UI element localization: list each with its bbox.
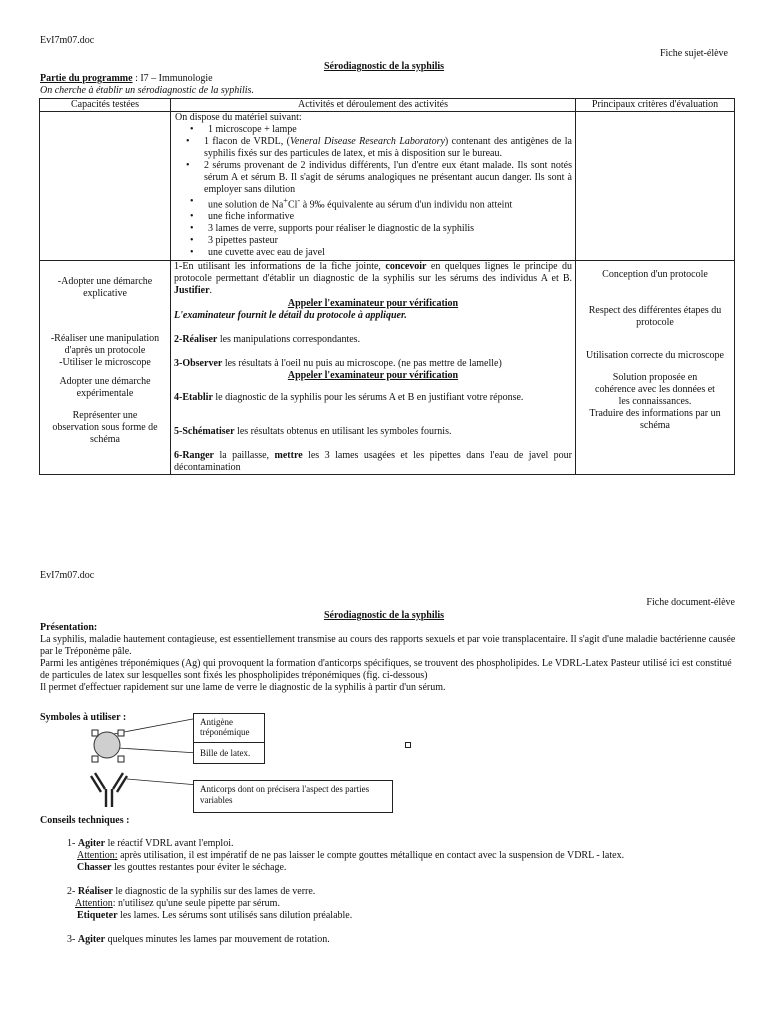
conseil-2 (67, 886, 740, 898)
conseil-1-attention (77, 850, 740, 862)
latex-label-box (193, 742, 265, 764)
empty-cell (576, 112, 735, 261)
empty-cell (40, 112, 171, 261)
attention-text-2: : n'utilisez qu'une seule pipette par sérum. (112, 898, 280, 909)
activity-1-dot: . (209, 285, 213, 297)
activity-6-verb: 6-Ranger (174, 450, 214, 462)
activity-1-text: En utilisant les informations de la fiche jointe, (182, 261, 386, 273)
file-name-2: EvI7m07.doc (40, 570, 95, 581)
activity-6-verb-2: mettre (274, 450, 303, 462)
antigen-marker (92, 756, 98, 762)
evaluation-table (39, 98, 735, 475)
list-item: • une cuvette avec eau de javel (190, 247, 572, 259)
conseil-1-text: le réactif VDRL avant l'emploi. (105, 838, 234, 849)
table-header-row (40, 99, 735, 112)
presentation-paragraph: Il permet d'effectuer rapidement sur une lame de verre le diagnostic de la syphilis à partir d'un sérum. (40, 682, 446, 693)
activity-1-justifier: Justifier (174, 285, 210, 297)
antigen-marker (92, 730, 98, 736)
symbols-label: Symboles à utiliser : (40, 712, 127, 723)
header-activities: Activités et déroulement des activités (171, 99, 576, 112)
file-name: EvI7m07.doc (40, 35, 95, 46)
presentation-label: Présentation: (40, 622, 98, 633)
attention-label: Attention: (77, 850, 118, 861)
conseil-3 (67, 934, 740, 946)
nacl-cl: Cl (287, 199, 298, 211)
stray-square-icon (405, 742, 411, 748)
activity-2-verb: 2-Réaliser (174, 334, 218, 346)
page-title-2: Sérodiagnostic de la syphilis (323, 610, 445, 621)
conseil-3-num: 3- (67, 934, 78, 945)
etiqueter-text: les lames. Les sérums sont utilisés sans dilution préalable. (117, 910, 353, 921)
vdrl-prefix: 1 flacon de VRDL, ( (204, 136, 291, 147)
conseil-2-num: 2- (67, 886, 78, 897)
header-criteria: Principaux critères d'évaluation (576, 99, 735, 112)
activity-4 (174, 392, 572, 404)
activity-1 (174, 261, 572, 297)
conseil-2-text: le diagnostic de la syphilis sur des lames de verre. (112, 886, 316, 897)
antigen-label: Antigène tréponémique (200, 717, 250, 738)
fiche-label-2: Fiche document-élève (646, 597, 735, 608)
activity-6-text-2: les 3 lames usagées et les pipettes dans l'eau de javel pour décontamination (174, 450, 573, 474)
conseil-1-verb: Agiter (77, 838, 106, 849)
etiqueter-verb: Etiqueter (77, 910, 118, 921)
activity-5-verb: 5-Schématiser (174, 426, 235, 438)
conseil-3-text: quelques minutes les lames par mouvement de rotation. (105, 934, 330, 945)
header-capacities: Capacités testées (40, 99, 171, 112)
page-title: Sérodiagnostic de la syphilis (323, 61, 445, 72)
conseil-1 (67, 838, 740, 850)
capacity-item: -Utiliser le microscope (59, 357, 151, 369)
activity-2-text: les manipulations correspondantes. (217, 334, 361, 346)
list-item: • 2 sérums provenant de 2 individus différents, l'un d'entre eux étant malade. Ils sont notés sérum A et sérum B. Il s'agit de sérums analogiques ne présentant aucun danger. Ils sont à employer sans dilution (186, 160, 572, 196)
fiche-label: Fiche sujet-élève (659, 48, 728, 59)
capacity-item: -Adopter une démarche explicative (57, 276, 153, 300)
criterion-item: Utilisation correcte du microscope (585, 350, 724, 362)
antigen-marker (118, 730, 124, 736)
activity-1-verb: concevoir (385, 261, 427, 273)
conseil-1-num: 1- (67, 838, 78, 849)
activity-3 (174, 358, 572, 370)
conseil-3-verb: Agiter (77, 934, 106, 945)
nacl-minus: - (297, 196, 301, 205)
antibody-label-2: variables (200, 794, 233, 805)
chasser-text: les gouttes restantes pour éviter le séchage. (111, 862, 287, 873)
antigen-marker (118, 756, 124, 762)
appeler-examinateur-2: Appeler l'examinateur pour vérification (287, 370, 459, 382)
capacities-cell (40, 261, 171, 475)
appeler-examinateur-1: Appeler l'examinateur pour vérification (287, 298, 459, 310)
presentation-paragraph: Parmi les antigènes tréponémiques (Ag) qui provoquent la formation d'anticorps spécifiques, se trouvent des phospholipides. Le VDRL-Latex Pasteur utilisé ici est constitué de particules de latex sur lesquelles sont fixés les phospholipides tréponémiques (fig. ci-dessous) (40, 658, 732, 681)
presentation-section (40, 622, 740, 694)
activity-2 (174, 334, 572, 346)
list-item (186, 136, 572, 160)
antibody-icon (91, 773, 127, 807)
vdrl-rest: ) contenant des antigènes de la syphilis fixés sur des particules de latex, et mis à disposition sur le bureau. (204, 136, 572, 159)
conseil-1-chasser (77, 862, 740, 874)
list-item: • 1 microscope + lampe (190, 124, 572, 136)
conseil-2-verb: Réaliser (77, 886, 113, 897)
conseil-2-etiqueter (77, 910, 740, 922)
activity-1-num: 1- (174, 261, 183, 273)
activity-3-text: les résultats à l'oeil nu puis au microscope. (ne pas mettre de lamelle) (222, 358, 502, 370)
criterion-item: Solution proposée en cohérence avec les données et les connaissances. (595, 372, 715, 408)
activity-4-verb: 4-Etablir (174, 392, 213, 404)
antibody-label-box (193, 780, 393, 813)
activity-3-verb: 3-Observer (174, 358, 223, 370)
conseils-section (40, 815, 740, 946)
activity-4-text: le diagnostic de la syphilis pour les sérums A et B en justifiant votre réponse. (212, 392, 524, 404)
material-intro: On dispose du matériel suivant: (175, 112, 302, 123)
antibody-label: Anticorps dont on précisera l'aspect des parties (200, 784, 370, 794)
activity-5 (174, 426, 572, 438)
programme-label: Partie du programme (40, 73, 133, 84)
attention-text: après utilisation, il est impératif de ne pas laisser le compte gouttes métallique en contact avec la suspension de VDRL - latex. (117, 850, 625, 861)
nacl-rest: à 9‰ équivalente au sérum d'un individu non atteint (300, 199, 513, 211)
conseils-label: Conseils techniques : (40, 815, 130, 826)
programme-value: : I7 – Immunologie (132, 73, 213, 84)
vdrl-italic: Veneral Disease Research Laboratory (290, 136, 445, 147)
chasser-verb: Chasser (77, 862, 112, 873)
activity-5-text: les résultats obtenus en utilisant les symboles fournis. (234, 426, 452, 438)
table-row-material (40, 112, 735, 261)
objective-text: On cherche à établir un sérodiagnostic de la syphilis. (40, 85, 254, 96)
criteria-cell (576, 261, 735, 475)
activities-cell (171, 261, 576, 475)
list-item (190, 196, 572, 211)
criterion-item: Respect des différentes étapes du protocole (588, 305, 722, 329)
antigen-label-box (193, 713, 265, 743)
capacity-item: Adopter une démarche expérimentale (59, 376, 151, 400)
list-item: • 3 pipettes pasteur (190, 235, 572, 247)
presentation-paragraph: La syphilis, maladie hautement contagieuse, est essentiellement transmise au cours des rapports sexuels et par voie transplacentaire. Il s'agit d'une maladie bactérienne causée par le Tréponème pâle. (40, 634, 736, 657)
nacl-prefix: une solution de Na (208, 199, 284, 211)
attention-label-2: Attention (75, 898, 113, 909)
material-cell (171, 112, 576, 261)
programme-line (40, 73, 213, 85)
activity-6 (174, 450, 572, 474)
table-row-activities (40, 261, 735, 475)
examinateur-note: L'examinateur fournit le détail du protocole à appliquer. (174, 310, 407, 322)
list-item: • 3 lames de verre, supports pour réaliser le diagnostic de la syphilis (190, 223, 572, 235)
criterion-item: Conception d'un protocole (602, 269, 708, 281)
list-item: • une fiche informative (190, 211, 572, 223)
capacity-item: -Réaliser une manipulation d'après un protocole (50, 333, 160, 357)
capacity-item: Représenter une observation sous forme de schéma (52, 410, 158, 446)
latex-bead-diagram (80, 713, 200, 823)
activity-6-text: la paillasse, (214, 450, 275, 462)
activity-1-text-2: en quelques lignes le principe du protocole permettant d'établir un diagnostic de la syphilis sur les sérums des individus A et B. (174, 261, 572, 285)
material-list (174, 124, 572, 259)
conseil-2-attention (75, 898, 740, 910)
latex-label: Bille de latex. (200, 748, 251, 758)
criterion-item: Traduire des informations par un schéma (589, 408, 721, 432)
nacl-plus: + (283, 196, 288, 205)
